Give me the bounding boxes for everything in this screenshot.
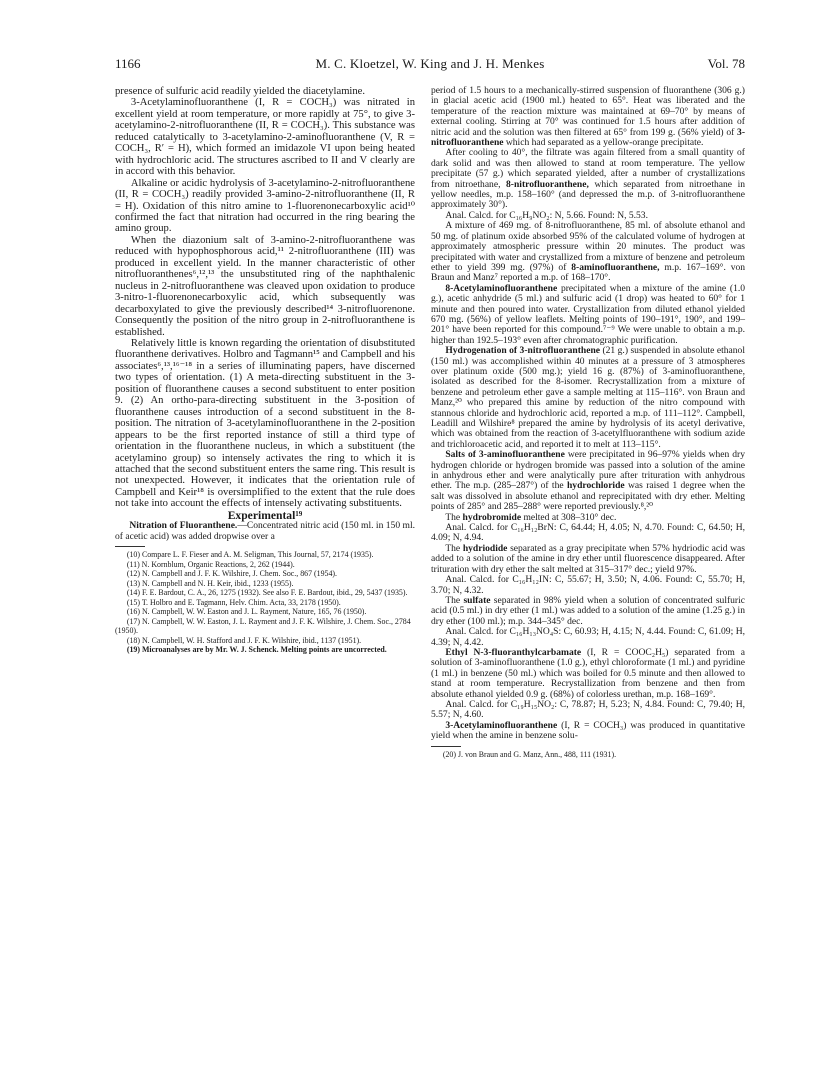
page-header bbox=[115, 56, 745, 72]
body-paragraph bbox=[431, 596, 745, 627]
analysis-line: Anal. Calcd. for C₁₆H₁₃NO₄S: C, 60.93; H, 4.15; N, 4.44. Found: C, 61.09; H, 4.39; N, 4.42. bbox=[431, 626, 745, 648]
paragraph-text: which had separated as a yellow-orange precipitate. bbox=[505, 137, 704, 149]
paragraph-text: (21 g.) suspended in absolute ethanol (150 ml.) was accomplished within 40 minutes at a pressure of 3 atmospheres over platinum oxide (500 mg.); yield 16 g. (87%) of 3-aminofluoranthene, isolated as described for the 8-isomer. Recrystallization from a mixture of benzene and petroleum ether gave a sample melting at 115–116°. von Braun and Manz,²⁰ who prepared this amine by reduction of the nitro compound with stannous chloride and hydrochloric acid, reported a m.p. of 111–112°. Campbell, Leadill and Wilshire⁸ prepared the amine by hydrolysis of its acetyl derivative, which was obtained from the reaction of 3-acetylfluoranthene with sodium azide and trichloroacetic acid, and reported it to melt at 113–115°. bbox=[431, 345, 745, 450]
compound-name: hydrochloride bbox=[566, 480, 625, 492]
footnote: (14) F. E. Bardout, C. A., 26, 1275 (1932). See also F. E. Bardout, ibid., 29, 5437 (1935). bbox=[126, 588, 408, 598]
compound-name: 8-aminofluoranthene, bbox=[571, 261, 660, 273]
running-title-authors: M. C. Kloetzel, W. King and J. H. Menkes bbox=[315, 56, 545, 71]
paragraph-text: The bbox=[445, 511, 461, 523]
compound-name: 3-nitrofluoranthene bbox=[431, 126, 745, 149]
experimental-heading: Experimental¹⁹ bbox=[227, 508, 303, 522]
analysis-line: Anal. Calcd. for C₁₆H₁₂IN: C, 55.67; H, 3.50; N, 4.06. Found: C, 55.70; H, 3.70; N, 4.32. bbox=[431, 574, 745, 596]
footnote-rule bbox=[115, 546, 145, 547]
body-paragraph: Relatively little is known regarding the orientation of disubstituted fluoranthene derivatives. Holbro and Tagmann¹⁵ and Campbell and his associates⁶,¹³,¹⁶⁻¹⁸ in a series of illuminating papers, have discerned two types of orientation. (1) A meta-directing substituent in the 3-position of fluoranthene causes a second substituent to enter position 9. (2) An ortho-para-directing substituent in the 3-position of fluoranthene causes introduction of a second substituent in the 8-position. The nitration of 3-acetylaminofluoranthene in the 2-position appears to be the first reported instance of still a third type of orientation in the fluoranthene nucleus, in which a substituent (the acetylamino group) so intensely activates the ring to which it is attached that the second substituent enters the same ring. This result is not unexpected. However, it indicates that the orientation rule of Campbell and Keir¹⁸ is oversimplified to the extent that the rule does not take into account the effects of intensely activating substituents. bbox=[115, 337, 415, 510]
paragraph-text: m.p. 167–169°. von Braun and Manz⁷ reported a m.p. of 168–170°. bbox=[431, 261, 746, 284]
footnote: (20) J. von Braun and G. Manz, Ann., 488, 111 (1931). bbox=[442, 749, 617, 759]
body-paragraph bbox=[431, 721, 745, 742]
footnote: (11) N. Kornblum, Organic Reactions, 2, 262 (1944). bbox=[126, 559, 295, 569]
paragraph-text: were precipitated in 96–97% yields when dry hydrogen chloride or hydrogen bromide was passed into a solution of the amine in anhydrous ether and were analytically pure after trituration with anhydrous ether. The m.p. (285–287°) of the bbox=[431, 449, 745, 492]
right-column bbox=[431, 86, 745, 759]
paragraph-text: The bbox=[445, 542, 461, 554]
paragraph-text: which separated from nitroethane in yellow needles, m.p. 158–160° (and depressed the m.p. of 3-nitrofluoranthene approximately 30°). bbox=[431, 178, 745, 211]
paragraph-text: separated as a gray precipitate when 57% hydriodic acid was added to a solution of the amine in dry ether until fluorescence disappeared. After trituration with dry ether the salt melted at 315–317° dec.; yield 97%. bbox=[431, 542, 746, 575]
body-paragraph bbox=[431, 346, 745, 450]
footnote-rule bbox=[431, 746, 461, 747]
paragraph-text: (I, R = COOC₂H₅) separated from a solution of 3-aminofluoranthene (1.0 g.), ethyl chloroformate (1 ml.) and pyridine (1 ml.) in benzene (50 ml.) which was boiled for 0.5 minute and then allowed to stand at room temperature. Recrystallization from benzene and then from absolute ethanol yielded 0.9 g. (68%) of colorless urethan, m.p. 168–169°. bbox=[431, 646, 745, 700]
compound-name: hydriodide bbox=[462, 542, 508, 554]
body-paragraph bbox=[431, 544, 745, 575]
analysis-line: Anal. Calcd. for C₁₆H₉NO₂: N, 5.66. Found: N, 5.53. bbox=[445, 209, 648, 221]
paragraph-text: After cooling to 40°, the filtrate was again filtered from a small quantity of dark solid and was then allowed to stand at room temperature. The yellow precipitate (57 g.) which separated yielded, after a number of crystallizations from nitroethane, bbox=[431, 147, 745, 190]
left-column bbox=[115, 86, 415, 655]
paragraph-text: was raised 1 degree when the salt was dissolved in absolute ethanol and reprecipitated with dry ether. Melting points of 285° and 285–288° were reported previously.⁸,²⁰ bbox=[431, 480, 746, 513]
footnote: (12) N. Campbell and J. F. K. Wilshire, J. Chem. Soc., 867 (1954). bbox=[126, 569, 338, 579]
paragraph-text: precipitated when a mixture of the amine (1.0 g.), acetic anhydride (5 ml.) and sulfuric acid (1 drop) was heated to 60° for 1 minute and then poured into water. Crystallization from diluted ethanol yielded 670 mg. (56%) of yellow leaflets. Melting points of 190–191°, 190°, and 199–201° have been reported for this compound.⁷⁻⁹ We were unable to obtain a m.p. higher than 192.5–193° even after chromatographic purification. bbox=[431, 282, 745, 346]
compound-name: 8-Acetylaminofluoranthene bbox=[445, 282, 558, 294]
footnote: (16) N. Campbell, W. W. Easton and J. L. Rayment, Nature, 165, 76 (1950). bbox=[126, 607, 367, 617]
paragraph-text: melted at 308–310° dec. bbox=[523, 511, 617, 523]
paragraph-text: separated in 98% yield when a solution of concentrated sulfuric acid (0.5 ml.) in dry ether (1 ml.) was added to a solution of the amine (1.25 g.) in dry ether (100 ml.); m.p. 344–345° dec. bbox=[431, 594, 746, 627]
footnote: (17) N. Campbell, W. W. Easton, J. L. Rayment and J. F. K. Wilshire, J. Chem. Soc., 2784 (1950). bbox=[115, 616, 411, 636]
footnote: (18) N. Campbell, W. H. Stafford and J. F. K. Wilshire, ibid., 1137 (1951). bbox=[126, 635, 362, 645]
analysis-line: Anal. Calcd. for C₁₉H₁₅NO₂: C, 78.87; H, 5.23; N, 4.84. Found: C, 79.40; H, 5.57; N, 4.60. bbox=[431, 698, 745, 721]
paragraph-text: (I, R = COCH₃) was produced in quantitative yield when the amine in benzene solu- bbox=[431, 719, 745, 742]
footnote: (15) T. Holbro and E. Tagmann, Helv. Chim. Acta, 33, 2178 (1950). bbox=[126, 597, 341, 607]
paragraph-text: The bbox=[445, 594, 461, 606]
compound-name: hydrobromide bbox=[462, 511, 522, 523]
page-number: 1166 bbox=[115, 56, 141, 71]
body-paragraph bbox=[431, 450, 745, 512]
footnote: (19) Microanalyses are by Mr. W. J. Schenck. Melting points are uncorrected. bbox=[126, 645, 387, 655]
body-paragraph: presence of sulfuric acid readily yielded the diacetylamine. bbox=[115, 86, 366, 97]
footnote: (10) Compare L. F. Fieser and A. M. Seligman, This Journal, 57, 2174 (1935). bbox=[126, 550, 374, 560]
paragraph-text: A mixture of 469 mg. of 8-nitrofluoranthene, 85 ml. of absolute ethanol and 50 mg. of platinum oxide absorbed 95% of the calculated volume of hydrogen at approximately atmospheric pressure within 20 minutes. The product was precipitated with water and crystallized from a mixture of benzene and petroleum ether to yield 399 mg. (97%) of bbox=[431, 220, 745, 273]
body-paragraph: When the diazonium salt of 3-amino-2-nitrofluoranthene was reduced with hypophosphorous acid,¹¹ 2-nitrofluoranthene (III) was produced in excellent yield. In the manner characteristic of other nitrofluoranthenes⁶,¹²,¹³ the unsubstituted ring of the naphthalenic nucleus in 2-nitrofluoranthene was cleaved upon oxidation to produce 3-nitro-1-fluorenonecarboxylic acid, which subsequently was decarboxylated to give the previously described¹⁴ 3-nitrofluorenone. Consequently the position of the nitro group in 2-nitrofluoranthene is established. bbox=[115, 234, 415, 338]
paragraph-text: —Concentrated nitric acid (150 ml. in 150 ml. of acetic acid) was added dropwise over a bbox=[115, 520, 415, 542]
compound-name: 8-nitrofluoranthene, bbox=[506, 178, 589, 190]
paragraph-text: period of 1.5 hours to a mechanically-stirred suspension of fluoranthene (306 g.) in glacial acetic acid (1900 ml.) heated to 65°. Heat was liberated and the temperature of the reaction mixture was maintained at 69–70° by means of external cooling. Stirring at 70° was continued for 1.5 hours after addition of nitric acid and the solution was then filtered at 65° from 199 g. (56% yield) of bbox=[431, 85, 745, 138]
runin-heading: Nitration of Fluoranthene. bbox=[129, 520, 238, 532]
runin-heading: Salts of 3-aminofluoranthene bbox=[445, 449, 565, 461]
body-paragraph bbox=[431, 221, 745, 283]
body-paragraph: Alkaline or acidic hydrolysis of 3-acetylamino-2-nitrofluoranthene (II, R = COCH₃) readily provided 3-amino-2-nitrofluoranthene (II, R = H). Oxidation of this nitro amine to 1-fluorenonecarboxylic acid¹⁰ confirmed the fact that nitration had occurred in the ring bearing the amino group. bbox=[115, 177, 415, 235]
compound-name: sulfate bbox=[463, 594, 491, 606]
body-paragraph: 3-Acetylaminofluoranthene (I, R = COCH₃) was nitrated in excellent yield at room temperature, or more rapidly at 75°, to give 3-acetylamino-2-nitrofluoranthene (II, R = COCH₃). This substance was reduced catalytically to 3-acetylamino-2-aminofluoranthene (V, R = COCH₃, R′ = H), which formed an imidazole VI upon being heated with hydrochloric acid. The structures ascribed to II and V clearly are in accord with this behavior. bbox=[115, 97, 415, 178]
analysis-line: Anal. Calcd. for C₁₆H₁₂BrN: C, 64.44; H, 4.05; N, 4.70. Found: C, 64.50; H, 4.09; N, 4.94. bbox=[431, 522, 745, 544]
compound-name: Ethyl N-3-fluoranthylcarbamate bbox=[445, 646, 582, 658]
volume-label: Vol. 78 bbox=[707, 56, 745, 71]
body-paragraph bbox=[431, 648, 745, 700]
experimental-paragraph bbox=[115, 521, 415, 542]
body-paragraph bbox=[431, 86, 745, 148]
runin-heading: Hydrogenation of 3-nitrofluoranthene bbox=[445, 345, 600, 357]
footnote: (13) N. Campbell and N. H. Keir, ibid., 1233 (1955). bbox=[126, 578, 294, 588]
body-paragraph bbox=[431, 284, 745, 346]
compound-name: 3-Acetylaminofluoranthene bbox=[445, 719, 558, 731]
body-paragraph bbox=[431, 148, 745, 210]
